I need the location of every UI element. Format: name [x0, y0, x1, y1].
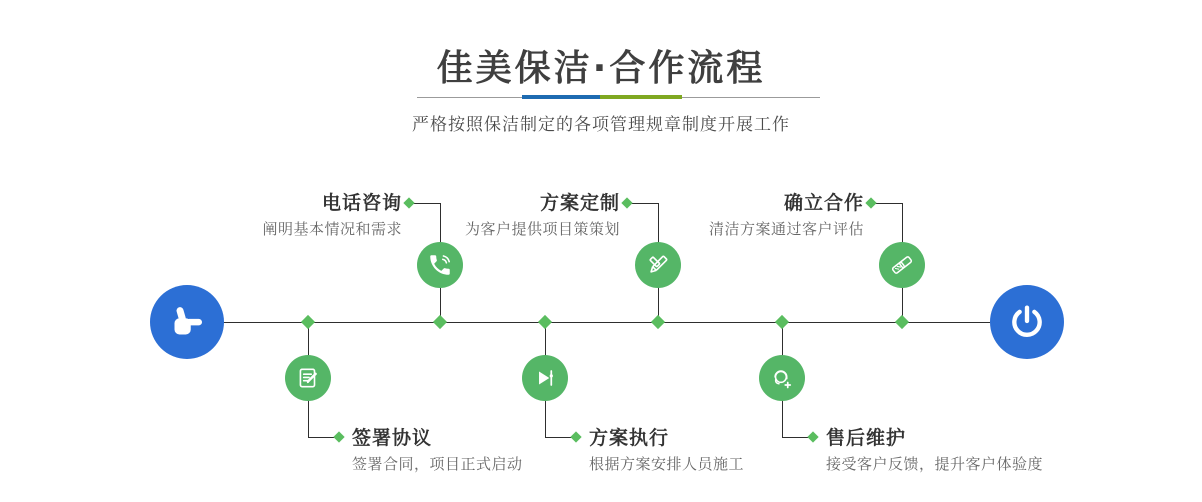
play-execute-icon [532, 365, 558, 391]
timeline-line [222, 322, 990, 323]
step-title: 售后维护 [826, 427, 907, 449]
step-node-after-sales [759, 355, 805, 401]
pointing-hand-icon [167, 302, 207, 342]
step-node-plan-custom [635, 242, 681, 288]
timeline-node-diamond [538, 315, 552, 329]
label-diamond [333, 431, 344, 442]
step-title: 方案定制 [539, 192, 620, 214]
step-title: 方案执行 [589, 427, 670, 449]
power-icon [1007, 302, 1047, 342]
step-label-after-sales [826, 426, 1043, 474]
step-label-sign-agreement [352, 426, 523, 474]
step-node-sign-agreement [285, 355, 331, 401]
step-label-plan-custom [465, 191, 620, 239]
step-label-confirm-coop [709, 191, 864, 239]
flow-end-node [990, 285, 1064, 359]
step-subtitle: 接受客户反馈，提升客户体验度 [826, 455, 1044, 473]
step-label-plan-execute [589, 426, 744, 474]
timeline-node-diamond [433, 315, 447, 329]
label-diamond [570, 431, 581, 442]
step-label-phone-consult [262, 191, 402, 239]
page-subtitle: 严格按照保洁制定的各项管理规章制度开展工作 [412, 115, 790, 135]
step-node-plan-execute [522, 355, 568, 401]
page-title: 佳美保洁·合作流程 [436, 48, 766, 89]
phone-icon [427, 252, 453, 278]
connector-line [308, 437, 335, 438]
label-diamond [621, 197, 632, 208]
divider-accent-blue [522, 95, 600, 99]
step-subtitle: 阐明基本情况和需求 [262, 220, 402, 238]
customer-service-icon [769, 365, 795, 391]
timeline-node-diamond [651, 315, 665, 329]
design-pen-icon [645, 252, 671, 278]
label-diamond [403, 197, 414, 208]
connector-line [545, 437, 572, 438]
step-subtitle: 清洁方案通过客户评估 [708, 220, 864, 238]
step-subtitle: 为客户提供项目策策划 [464, 220, 620, 238]
step-subtitle: 根据方案安排人员施工 [589, 455, 745, 473]
step-node-confirm-coop [879, 242, 925, 288]
connector-line [875, 203, 902, 204]
flow-start-node [150, 285, 224, 359]
step-subtitle: 签署合同，项目正式启动 [352, 455, 523, 473]
step-title: 电话咨询 [321, 192, 402, 214]
connector-line [631, 203, 658, 204]
label-diamond [807, 431, 818, 442]
step-node-phone-consult [417, 242, 463, 288]
timeline-node-diamond [895, 315, 909, 329]
divider-accent-green [600, 95, 682, 99]
step-title: 签署协议 [352, 427, 433, 449]
label-diamond [865, 197, 876, 208]
sign-document-icon [295, 365, 321, 391]
connector-line [782, 437, 809, 438]
handshake-icon [889, 252, 915, 278]
step-title: 确立合作 [783, 192, 864, 214]
timeline-node-diamond [775, 315, 789, 329]
timeline-node-diamond [301, 315, 315, 329]
connector-line [413, 203, 440, 204]
